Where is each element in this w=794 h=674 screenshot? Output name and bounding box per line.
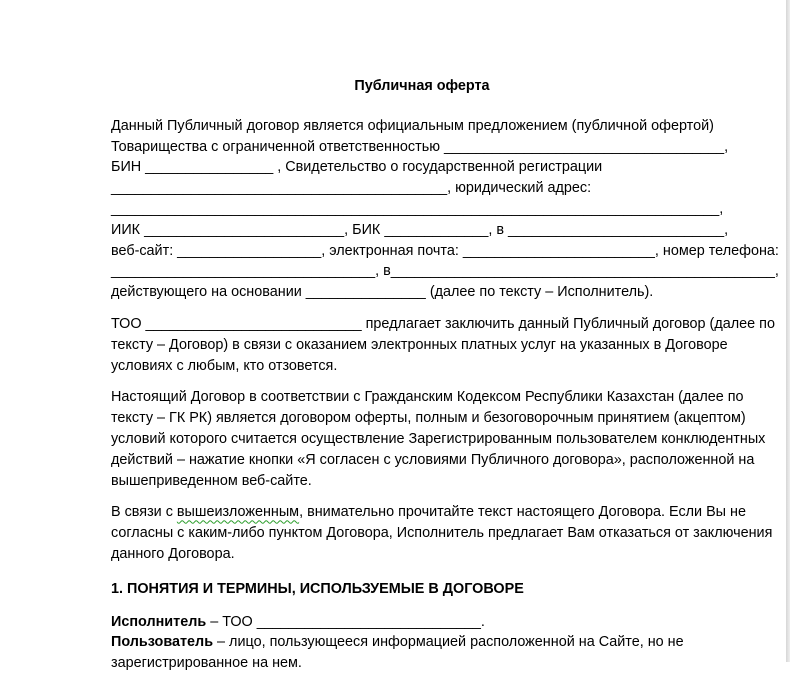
text-line bbox=[111, 504, 746, 520]
text-line: _________________________________, в________________________________________________, bbox=[111, 263, 779, 280]
definition-executor bbox=[111, 612, 751, 633]
paragraph-offer bbox=[111, 314, 775, 376]
section-heading: 1. ПОНЯТИЯ И ТЕРМИНЫ, ИСПОЛЬЗУЕМЫЕ В ДОГОВОРЕ bbox=[111, 580, 524, 597]
definition-term: Пользователь bbox=[111, 634, 214, 651]
text-line: условий которого считается осуществление Зарегистрированным пользователем конклюдентных bbox=[111, 430, 766, 447]
text-line: тексту – ГК РК) является договором оферты, полным и безоговорочным принятием (акцептом) bbox=[111, 410, 746, 427]
document-title: Публичная оферта bbox=[354, 78, 490, 94]
text-line: данного Договора. bbox=[111, 545, 235, 562]
text-line: ТОО ___________________________ предлагает заключить данный Публичный договор (далее по bbox=[111, 315, 775, 332]
text-line: Данный Публичный договор является официальным предложением (публичной офертой) bbox=[111, 117, 714, 134]
text-line: веб-сайт: __________________, электронная почта: ________________________, номер телефона: bbox=[111, 242, 779, 259]
text-line: действий – нажатие кнопки «Я согласен с условиями Публичного договора», расположенной на bbox=[111, 451, 755, 468]
text-fragment: , внимательно прочитайте текст настоящего Договора. Если Вы не bbox=[299, 504, 746, 521]
document-body bbox=[111, 76, 779, 674]
text-line: действующего на основании _______________ (далее по тексту – Исполнитель). bbox=[111, 284, 654, 301]
text-line: ____________________________________________________________________________, bbox=[111, 200, 724, 217]
text-line: Товарищества с ограниченной ответственностью ___________________________________, bbox=[111, 138, 729, 155]
definition-text: зарегистрированное на нем. bbox=[111, 655, 302, 672]
definition-user bbox=[111, 632, 751, 674]
definition-term: Исполнитель bbox=[111, 613, 207, 630]
paragraph-acceptance bbox=[111, 387, 766, 491]
definition-text: – лицо, пользующееся информацией расположенной на Сайте, но не bbox=[213, 634, 684, 651]
text-line: согласны с каким-либо пунктом Договора, Исполнитель предлагает Вам отказаться от заключения bbox=[111, 525, 773, 542]
text-fragment: В связи с bbox=[111, 504, 177, 521]
paragraph-warning bbox=[111, 502, 773, 564]
text-line: условиях с любым, кто отзовется. bbox=[111, 357, 338, 374]
text-line: тексту – Договор) в связи с оказанием электронных платных услуг на указанных в Договоре bbox=[111, 336, 728, 353]
page-edge-shadow bbox=[786, 0, 790, 662]
text-line: ИИК _________________________, БИК _____________, в ___________________________, bbox=[111, 221, 729, 238]
text-line: вышеприведенном веб-сайте. bbox=[111, 472, 312, 489]
text-line: Настоящий Договор в соответствии с Гражданским Кодексом Республики Казахстан (далее по bbox=[111, 389, 744, 406]
spellcheck-marked-word: вышеизложенным bbox=[176, 504, 300, 521]
text-line: БИН ________________ , Свидетельство о государственной регистрации bbox=[111, 159, 603, 176]
paragraph-intro bbox=[111, 116, 779, 303]
text-line: __________________________________________, юридический адрес: bbox=[111, 180, 592, 197]
definition-text: – ТОО ____________________________. bbox=[206, 613, 485, 630]
